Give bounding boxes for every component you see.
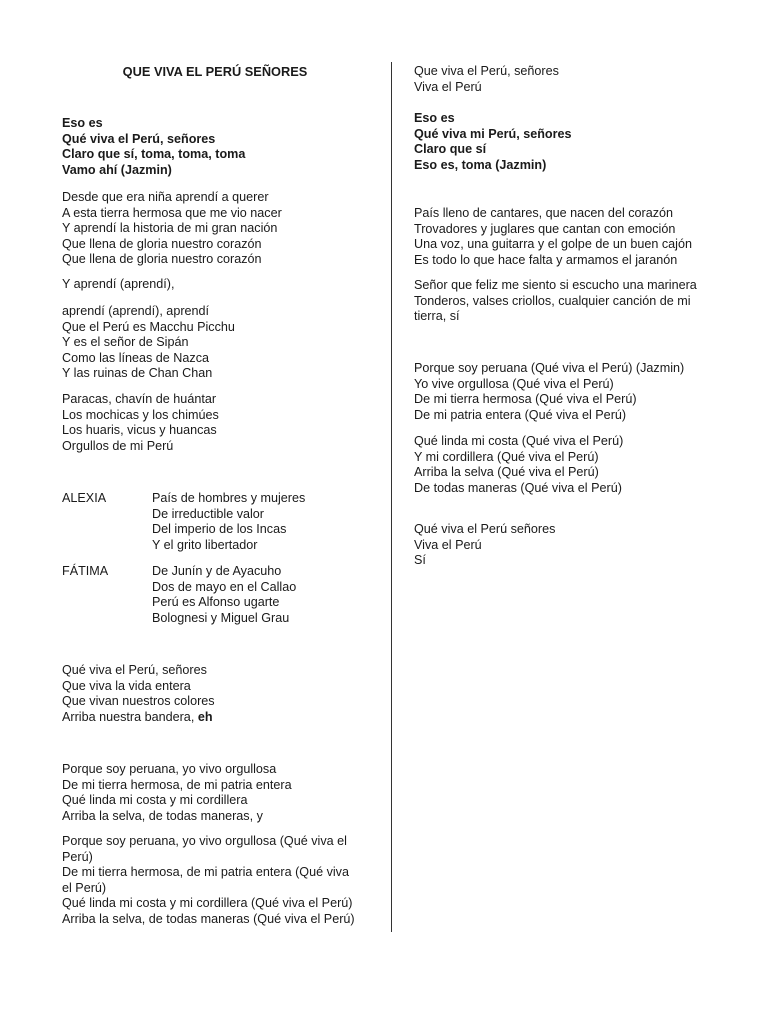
right-stanza-7 [414,522,555,569]
lyric-line: Claro que sí, toma, toma, toma [62,147,246,162]
lyric-line: Arriba la selva, de todas maneras (Qué viva el Perú) [62,911,355,926]
lyric-line: Qué viva el Perú señores [414,522,556,536]
alexia-stanza [62,491,382,557]
lyric-line: Qué viva el Perú, señores [62,131,216,146]
lyric-line: Y es el señor de Sipán [62,335,189,350]
lyric-line: A esta tierra hermosa que me vio nacer [62,205,282,220]
lyric-line: Qué linda mi costa (Qué viva el Perú) [414,434,624,448]
stanza-7 [62,834,355,928]
lyric-line: De mi tierra hermosa, de mi patria entera (Qué viva [62,865,349,880]
lyric-line: Vamo ahí (Jazmin) [62,162,172,177]
lyric-line: Que llena de gloria nuestro corazón [62,236,262,251]
lyric-line: Porque soy peruana, yo vivo orgullosa [62,762,277,776]
lyric-text: Arriba nuestra bandera, [62,709,198,724]
lyric-line: Viva el Perú [414,537,482,552]
lyric-line: País de hombres y mujeres [152,491,306,505]
stanza-5 [62,663,215,725]
lyric-line: De mi patria entera (Qué viva el Perú) [414,407,627,422]
column-divider [391,62,392,932]
lyric-line: Y las ruinas de Chan Chan [62,366,213,381]
lyric-line: Perú) [62,849,93,864]
lyric-line: Y mi cordillera (Qué viva el Perú) [414,449,599,464]
lyric-line: Bolognesi y Miguel Grau [152,610,290,625]
lyric-line: Sí [414,553,426,568]
lyric-line: País lleno de cantares, que nacen del corazón [414,206,674,220]
lyric-line: Qué viva el Perú, señores [62,663,207,677]
lyric-line: Arriba la selva (Qué viva el Perú) [414,465,599,480]
lyric-line: De Junín y de Ayacuho [152,564,282,578]
lyric-line: Y el grito libertador [152,537,258,552]
lyric-line: Eso es [414,111,455,125]
lyric-line: Que viva la vida entera [62,678,191,693]
lyric-line: Los huaris, vicus y huancas [62,423,217,438]
lyric-line: Perú es Alfonso ugarte [152,595,280,610]
lyric-line: Señor que feliz me siento si escucho una marinera [414,278,697,292]
lyric-line: De mi tierra hermosa (Qué viva el Perú) [414,392,637,407]
right-stanza-2 [414,111,572,173]
stanza-1 [62,190,282,268]
right-stanza-6 [414,434,623,496]
lyric-line: Viva el Perú [414,79,482,94]
lyric-line: Que el Perú es Macchu Picchu [62,319,235,334]
stanza-3 [62,304,235,382]
lyric-line: Del imperio de los Incas [152,522,287,537]
lyric-line: Eso es, toma (Jazmin) [414,157,547,172]
lyric-line: De mi tierra hermosa, de mi patria entera [62,777,292,792]
lyric-line: Como las líneas de Nazca [62,350,209,365]
lyric-line: Orgullos de mi Perú [62,438,174,453]
lyric-line: Porque soy peruana, yo vivo orgullosa (Qué viva el [62,834,347,848]
lyric-line: Paracas, chavín de huántar [62,392,217,406]
lyric-line: Eso es [62,116,103,130]
lyric-line: tierra, sí [414,309,460,324]
right-stanza-1 [414,64,559,95]
lyric-emphasis: eh [197,709,213,724]
intro-stanza [62,116,245,178]
lyric-line: Que llena de gloria nuestro corazón [62,252,262,267]
right-stanza-5 [414,361,684,423]
speaker-name: FÁTIMA [62,564,109,578]
lyric-line: Qué viva mi Perú, señores [414,126,572,141]
lyric-line: aprendí (aprendí), aprendí [62,304,210,318]
lyric-line: Yo vive orgullosa (Qué viva el Perú) [414,376,614,391]
stanza-4 [62,392,219,454]
lyric-line: Que viva el Perú, señores [414,64,559,78]
lyric-line: Y aprendí (aprendí), [62,277,175,291]
lyric-line: Dos de mayo en el Callao [152,579,297,594]
song-title: QUE VIVA EL PERÚ SEÑORES [122,64,308,79]
lyric-line: Claro que sí [414,142,487,157]
lyric-line: De irreductible valor [152,506,264,521]
lyric-line: Qué linda mi costa y mi cordillera (Qué viva el Perú) [62,896,353,911]
verse-lines [152,564,296,626]
lyric-line: Trovadores y juglares que cantan con emoción [414,221,676,236]
right-stanza-3 [414,206,692,268]
lyric-line [62,710,215,726]
lyric-line: Tonderos, valses criollos, cualquier canción de mi [414,293,691,308]
stanza-6 [62,762,292,824]
lyric-line: Porque soy peruana (Qué viva el Perú) (Jazmin) [414,361,685,375]
lyric-line: Que vivan nuestros colores [62,694,215,709]
lyric-line: el Perú) [62,880,107,895]
lyric-line: Qué linda mi costa y mi cordillera [62,793,248,808]
right-stanza-4 [414,278,697,325]
fatima-stanza [62,564,382,630]
verse-lines [152,491,305,553]
lyric-line: Arriba la selva, de todas maneras, y [62,808,263,823]
stanza-2 [62,277,174,293]
lyric-line: Y aprendí la historia de mi gran nación [62,221,278,236]
lyric-line: Desde que era niña aprendí a querer [62,190,269,204]
lyric-line: Una voz, una guitarra y el golpe de un buen cajón [414,237,692,252]
lyric-line: Es todo lo que hace falta y armamos el jaranón [414,252,678,267]
speaker-name: ALEXIA [62,491,107,505]
lyric-line: De todas maneras (Qué viva el Perú) [414,480,622,495]
lyric-line: Los mochicas y los chimúes [62,407,219,422]
